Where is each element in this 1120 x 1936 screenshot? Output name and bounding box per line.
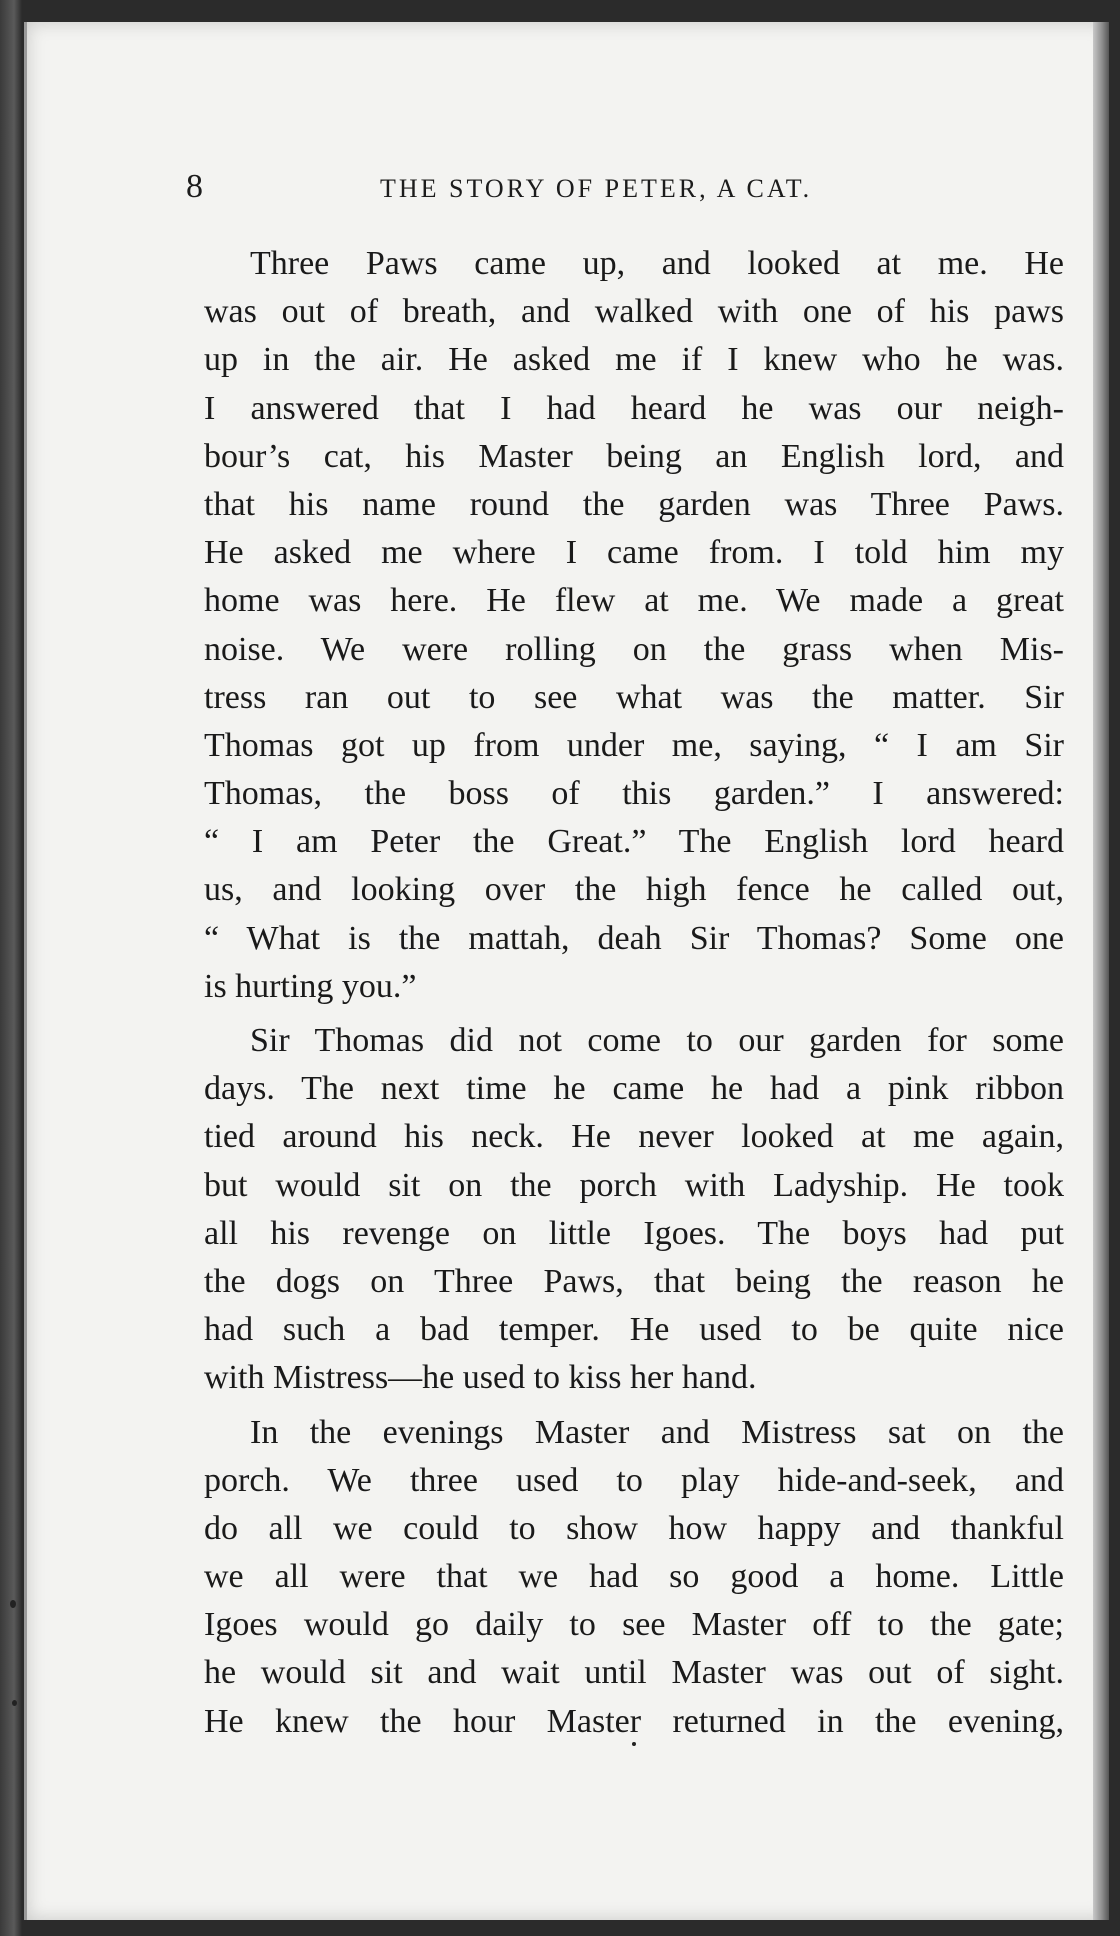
paragraph-3 xyxy=(204,1409,1064,1746)
page-edge xyxy=(1093,22,1109,1920)
page-header xyxy=(186,168,1062,218)
ink-speck xyxy=(632,1742,636,1746)
body-text xyxy=(204,240,1064,1746)
text-line: Sir Thomas did not come to our garden for some xyxy=(250,1022,1064,1059)
text-line: is hurting you.” xyxy=(204,967,417,1005)
text-line: up in the air. He asked me if I knew who he was. xyxy=(204,341,1064,379)
text-line: He knew the hour Master returned in the evening, xyxy=(204,1702,1064,1740)
text-line: I answered that I had heard he was our neigh- xyxy=(204,389,1064,427)
text-line: tied around his neck. He never looked at me again, xyxy=(204,1118,1064,1156)
text-line: us, and looking over the high fence he called out, xyxy=(204,871,1064,909)
text-line: Thomas, the boss of this garden.” I answered: xyxy=(204,775,1064,813)
text-line: home was here. He flew at me. We made a great xyxy=(204,582,1064,620)
text-line: with Mistress—he used to kiss her hand. xyxy=(204,1359,757,1397)
text-line: tress ran out to see what was the matter. Sir xyxy=(204,678,1064,716)
text-line: noise. We were rolling on the grass when Mis- xyxy=(204,630,1064,668)
text-line: he would sit and wait until Master was out of sight. xyxy=(204,1654,1064,1692)
text-line: Thomas got up from under me, saying, “ I am Sir xyxy=(204,726,1064,764)
text-line: bour’s cat, his Master being an English lord, and xyxy=(204,437,1064,475)
text-line: had such a bad temper. He used to be quite nice xyxy=(204,1311,1064,1349)
text-line: “ I am Peter the Great.” The English lord heard xyxy=(204,823,1064,861)
text-line: Three Paws came up, and looked at me. He xyxy=(250,245,1064,282)
text-line: Igoes would go daily to see Master off to the gate; xyxy=(204,1606,1064,1644)
text-line: do all we could to show how happy and thankful xyxy=(204,1509,1064,1547)
text-line: but would sit on the porch with Ladyship. He took xyxy=(204,1166,1064,1204)
text-line: all his revenge on little Igoes. The boys had put xyxy=(204,1214,1064,1252)
ink-speck xyxy=(12,1700,17,1706)
text-line: days. The next time he came he had a pink ribbon xyxy=(204,1070,1064,1108)
text-line: was out of breath, and walked with one of his paws xyxy=(204,293,1064,331)
text-line: the dogs on Three Paws, that being the reason he xyxy=(204,1262,1064,1300)
text-line: that his name round the garden was Three Paws. xyxy=(204,485,1064,523)
text-line: porch. We three used to play hide-and-seek, and xyxy=(204,1461,1064,1499)
page-number: 8 xyxy=(186,168,203,205)
text-line: we all were that we had so good a home. Little xyxy=(204,1558,1064,1596)
paragraph-1 xyxy=(204,240,1064,1011)
text-line: He asked me where I came from. I told him my xyxy=(204,534,1064,572)
paragraph-2 xyxy=(204,1017,1064,1403)
text-line: In the evenings Master and Mistress sat on the xyxy=(250,1413,1064,1451)
ink-speck xyxy=(10,1600,16,1608)
running-head: THE STORY OF PETER, A CAT. xyxy=(380,174,813,203)
text-line: “ What is the mattah, deah Sir Thomas? Some one xyxy=(204,919,1064,957)
